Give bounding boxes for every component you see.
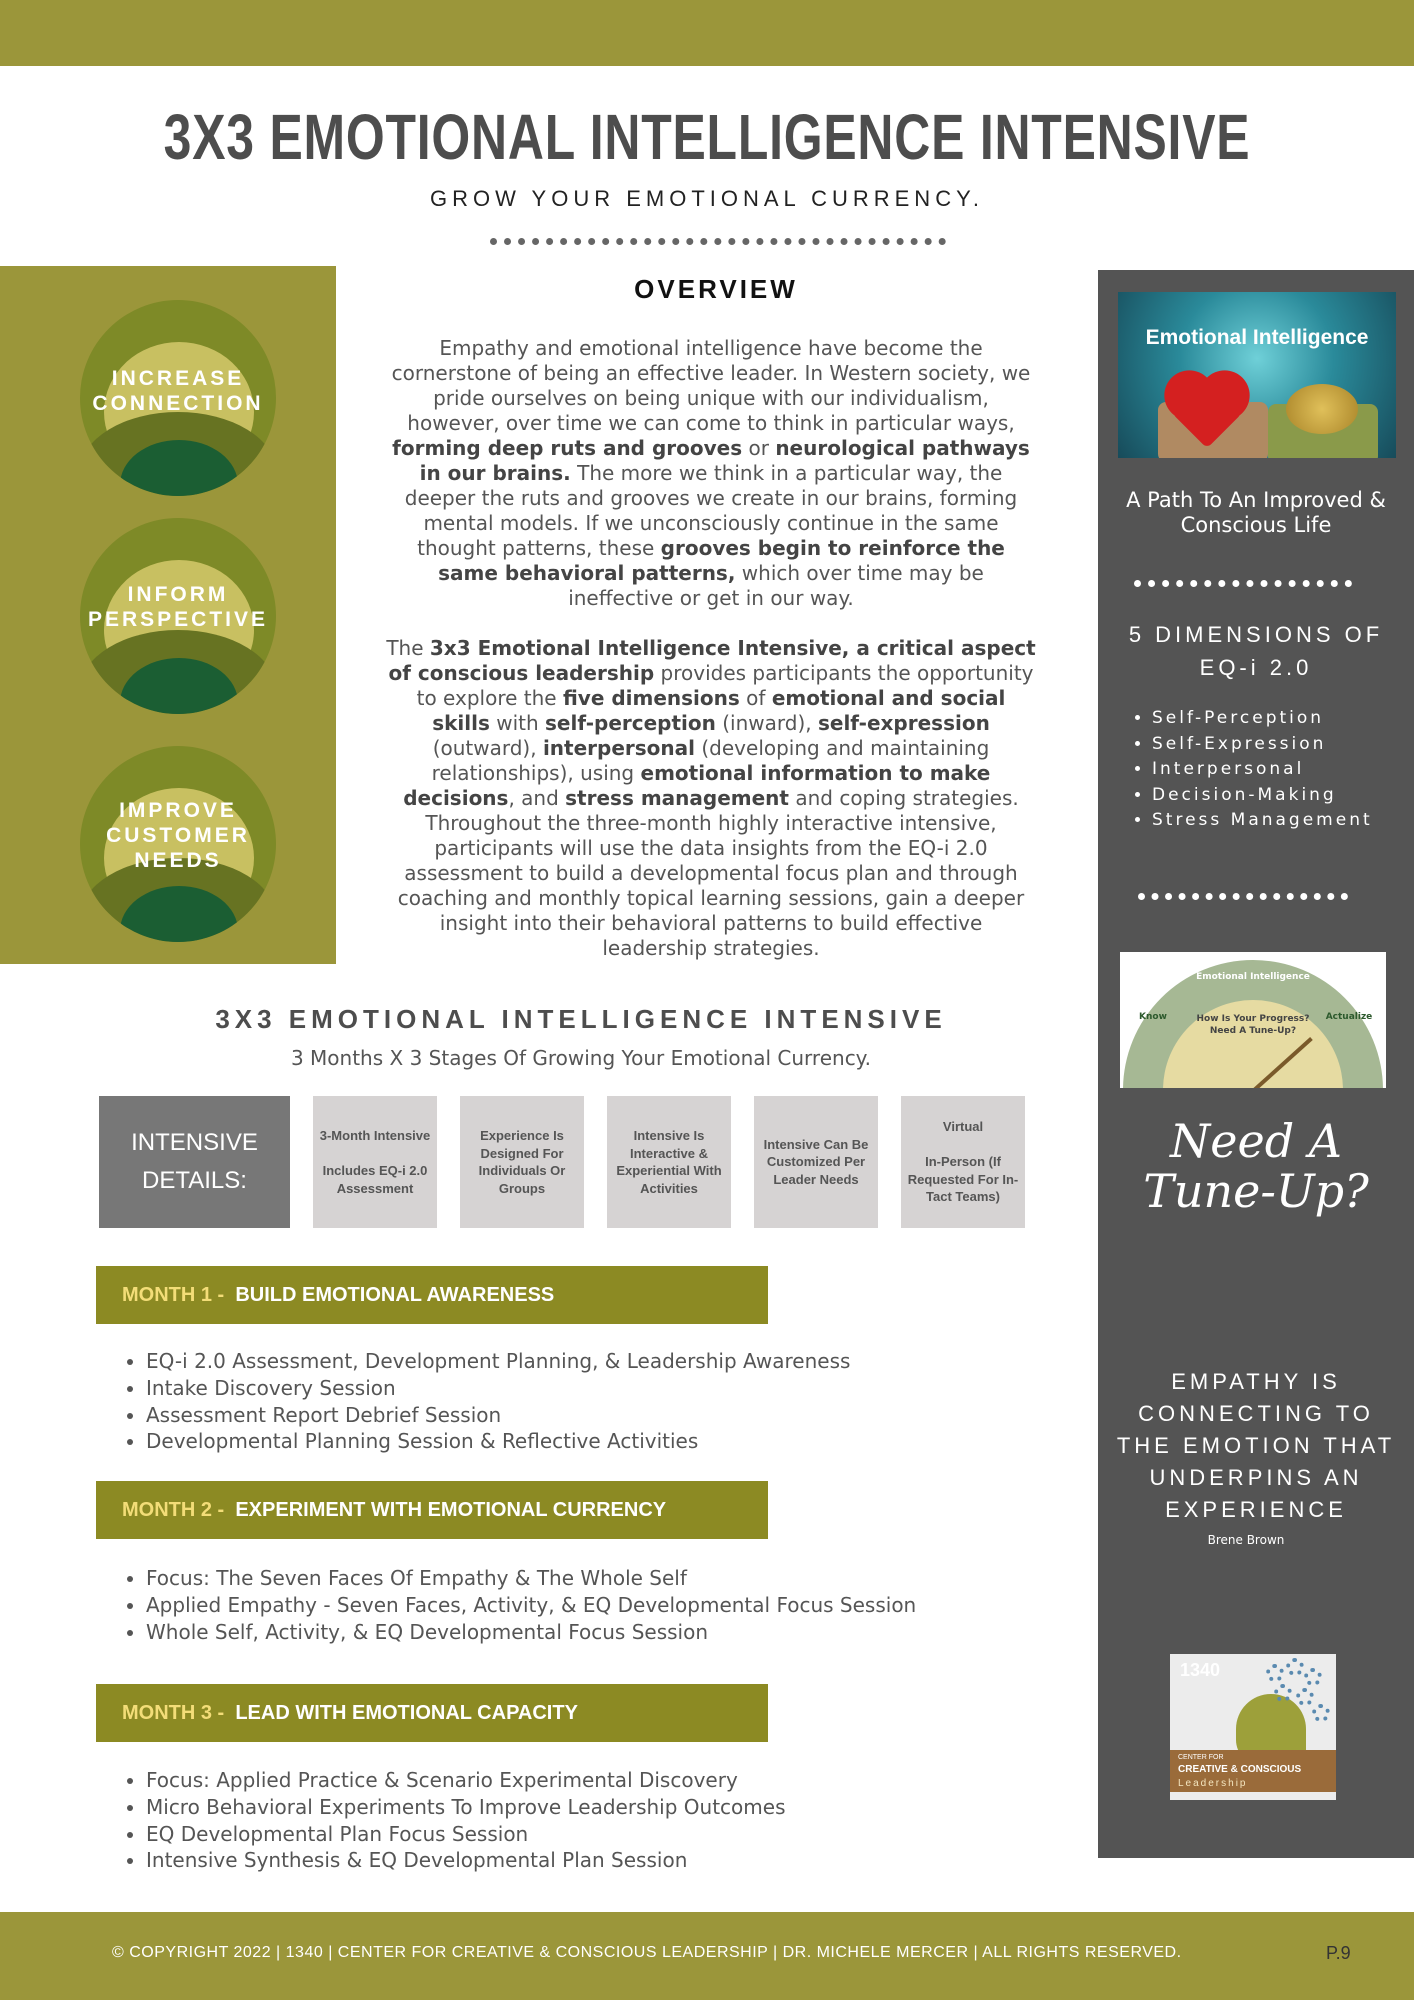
page-number: P.9 [1326,1943,1351,1963]
intensive-heading: 3X3 EMOTIONAL INTELLIGENCE INTENSIVE [215,1004,947,1034]
divider-dots [1138,893,1348,900]
top-banner [0,0,1414,66]
dimensions-list [1128,706,1414,834]
gauge-center-line-1: How Is Your Progress? [1196,1014,1310,1024]
quote-text: EMPATHY IS CONNECTING TO THE EMOTION THAT UNDERPINS AN EXPERIENCE [1116,1369,1396,1522]
gauge-right-label: Actualize [1325,1012,1373,1022]
list-item: • Decision-Making [1152,783,1414,809]
overview-text [386,336,1036,986]
circle-label: IMPROVE CUSTOMER NEEDS [106,799,250,872]
gauge-left-label: Know [1139,1012,1167,1022]
month-2-banner: MONTH 2 - EXPERIMENT WITH EMOTIONAL CURRENCY [96,1481,768,1539]
list-item: • Developmental Planning Session & Reflective Activities [146,1428,1046,1455]
list-item: • Micro Behavioral Experiments To Improve Leadership Outcomes [146,1794,1046,1821]
copyright-text: © COPYRIGHT 2022 | 1340 | CENTER FOR CREATIVE & CONSCIOUS LEADERSHIP | DR. MICHELE MERCER | ALL RIGHTS RESERVED. [112,1944,1182,1961]
circle-improve-customer-needs [80,746,276,942]
text-run: provides participants the opportunity to explore the [416,661,1034,710]
divider-dots [1134,580,1352,587]
divider-dots [490,238,946,245]
text-run: with [489,711,546,735]
path-tagline: A Path To An Improved & Conscious Life [1126,488,1386,537]
text-run: The more we think in a particular way, the deeper the ruts and grooves we create in our brains, forming mental models. If we unconsciously continue in the same thought patterns, these [404,461,1018,560]
text-run: (inward), [715,711,818,735]
bold-text-run: neurological pathways in our brains. [419,436,1030,485]
month-3-list [112,1767,1046,1874]
circle-increase-connection [80,300,276,496]
dimensions-heading: 5 DIMENSIONS OF EQ-i 2.0 [1128,622,1384,680]
text-run: The [386,636,430,660]
overview-paragraph-2 [386,636,1036,961]
text-run: , and [508,786,566,810]
bold-text-run: emotional information to make decisions [403,761,991,810]
list-item: • Intensive Synthesis & EQ Developmental Plan Session [146,1847,1046,1874]
logo-number: 1340 [1180,1660,1221,1680]
progress-gauge-image [1120,952,1386,1088]
list-item: • EQ-i 2.0 Assessment, Development Planning, & Leadership Awareness [146,1348,1046,1375]
detail-card: Intensive Is Interactive & Experiential With Activities [607,1096,731,1228]
intensive-details-label: INTENSIVE DETAILS: [99,1096,290,1228]
overview-heading: OVERVIEW [634,274,798,304]
bold-text-run: forming deep ruts and grooves [392,436,743,460]
gauge-center-line-2: Need A Tune-Up? [1209,1026,1297,1036]
list-item: • Focus: Applied Practice & Scenario Experimental Discovery [146,1767,1046,1794]
company-logo [1170,1654,1336,1800]
list-item: • Focus: The Seven Faces Of Empathy & The Whole Self [146,1565,1046,1592]
circle-inform-perspective [80,518,276,714]
page-subtitle: GROW YOUR EMOTIONAL CURRENCY. [429,186,985,211]
text-run: or [742,436,776,460]
detail-card: Virtual In-Person (If Requested For In-Tact Teams) [901,1096,1025,1228]
bold-text-run: five dimensions [562,686,740,710]
month-3-banner: MONTH 3 - LEAD WITH EMOTIONAL CAPACITY [96,1684,768,1742]
text-run: Empathy and emotional intelligence have become the cornerstone of being an effective leader. In Western society, we pride ourselves on being unique with our individualism, however, over time we can come to think in particular ways, [391,336,1031,435]
text-run: (developing and maintaining relationships), using [431,736,990,785]
bold-text-run: emotional and social skills [432,686,1006,735]
detail-card: Intensive Can Be Customized Per Leader Needs [754,1096,878,1228]
tune-up-heading: Need A Tune-Up? [1143,1114,1369,1218]
month-2-list [112,1565,1046,1645]
logo-line-2: CREATIVE & CONSCIOUS [1178,1764,1302,1775]
detail-card: Experience Is Designed For Individuals Or Groups [460,1096,584,1228]
bold-text-run: grooves begin to reinforce the same behavioral patterns, [438,536,1005,585]
text-run: which over time may be ineffective or get in our way. [568,561,984,610]
bold-text-run: self-expression [817,711,990,735]
quote-author: Brene Brown [1207,1533,1285,1547]
list-item: • Interpersonal [1152,757,1414,783]
month-1-list [112,1348,1046,1455]
list-item: • EQ Developmental Plan Focus Session [146,1821,1046,1848]
list-item: • Stress Management [1152,808,1414,834]
detail-card: 3-Month Intensive Includes EQ-i 2.0 Assessment [313,1096,437,1228]
bold-text-run: interpersonal [542,736,696,760]
bold-text-run: self-perception [545,711,716,735]
month-1-banner: MONTH 1 - BUILD EMOTIONAL AWARENESS [96,1266,768,1324]
list-item: • Intake Discovery Session [146,1375,1046,1402]
list-item: • Self-Expression [1152,732,1414,758]
intensive-subheading: 3 Months X 3 Stages Of Growing Your Emotional Currency. [290,1046,872,1070]
circle-label: INFORM PERSPECTIVE [87,583,269,631]
gauge-arc-label: Emotional Intelligence [1196,972,1310,982]
brain-icon [1286,384,1358,434]
logo-line-3: Leadership [1178,1778,1248,1789]
bold-text-run: 3x3 Emotional Intelligence Intensive, a critical aspect of conscious leadership [388,636,1036,685]
text-run: of [739,686,772,710]
text-run: and coping strategies. Throughout the three-month highly interactive intensive, participants will use the data insights from the EQ-i 2.0 assessment to build a developmental focus plan and through coaching and monthly topical learning sessions, gain a deeper insight into their behavioral patterns to build effective leadership strategies. [397,786,1025,960]
logo-line-1: CENTER FOR [1178,1754,1224,1761]
left-panel [0,266,336,964]
text-run: (outward), [432,736,543,760]
bold-text-run: stress management [565,786,789,810]
circle-label: INCREASE CONNECTION [92,367,264,415]
list-item: • Assessment Report Debrief Session [146,1402,1046,1429]
list-item: • Whole Self, Activity, & EQ Developmental Focus Session [146,1619,1046,1646]
image-caption: Emotional Intelligence [1145,326,1369,349]
overview-paragraph-1 [386,336,1036,611]
emotional-intelligence-image [1118,292,1396,458]
list-item: • Applied Empathy - Seven Faces, Activity, & EQ Developmental Focus Session [146,1592,1046,1619]
page-title: 3X3 EMOTIONAL INTELLIGENCE INTENSIVE [163,101,1251,173]
list-item: • Self-Perception [1152,706,1414,732]
